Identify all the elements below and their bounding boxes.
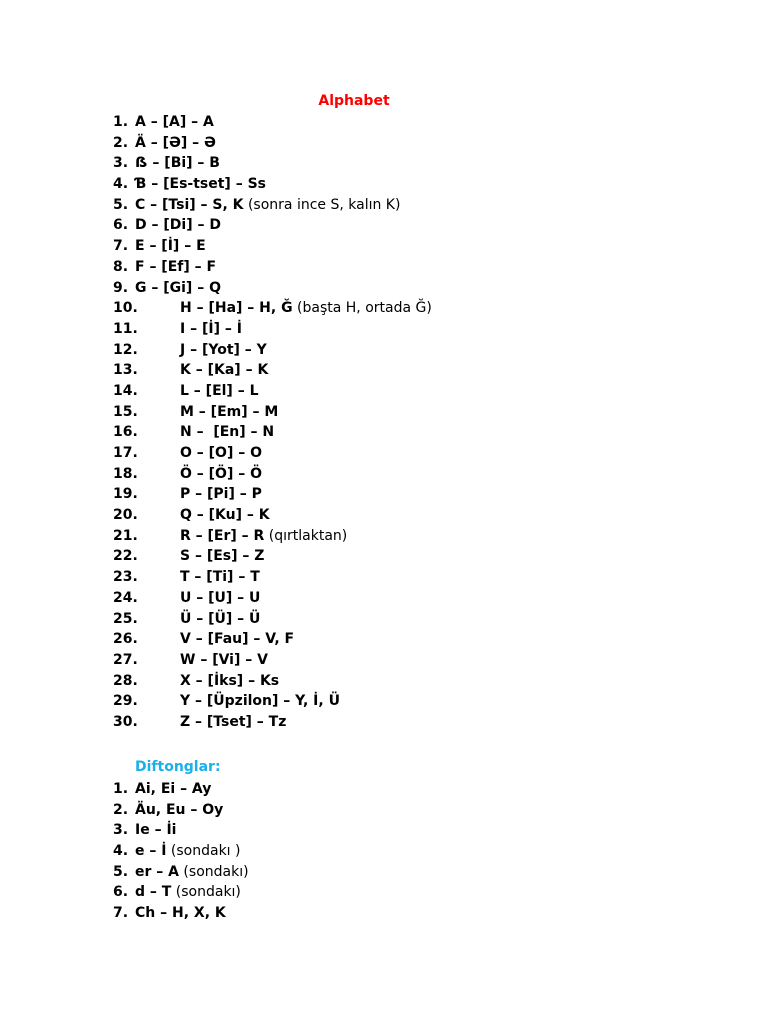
item-entry: Ö – [Ö] – Ö	[180, 465, 262, 482]
item-entry: W – [Vi] – V	[180, 651, 268, 668]
page-title: Alphabet	[318, 93, 390, 109]
item-number: 5.	[113, 863, 129, 880]
item-number: 17.	[113, 445, 138, 461]
item-number: 23.	[113, 569, 138, 586]
item-entry: Z – [Tset] – Tz	[180, 713, 287, 730]
item-entry: d – T	[135, 884, 172, 901]
item-entry: e – İ	[135, 843, 167, 860]
item-number: 11.	[113, 320, 138, 337]
diphthong-item	[113, 779, 249, 800]
alphabet-item	[113, 236, 432, 257]
item-entry: S – [Es] – Z	[180, 548, 265, 565]
alphabet-item	[113, 174, 432, 195]
item-number: 4.	[113, 176, 129, 193]
item-entry: A – [A] – A	[135, 114, 214, 130]
item-number: 30.	[113, 713, 138, 730]
item-number: 7.	[113, 238, 129, 255]
alphabet-item	[113, 588, 432, 609]
item-note: (qırtlaktan)	[264, 527, 348, 544]
item-entry: C – [Tsi] – S, K	[135, 196, 244, 213]
alphabet-item	[113, 402, 432, 423]
item-number: 25.	[113, 610, 138, 627]
item-entry: Ɓ – [Es-tset] – Ss	[135, 176, 266, 193]
item-note: (sondakı )	[166, 843, 241, 860]
alphabet-item	[113, 422, 432, 443]
item-number: 1.	[113, 114, 129, 130]
item-entry: V – [Fau] – V, F	[180, 631, 295, 648]
alphabet-item	[113, 609, 432, 630]
item-entry: Q – [Ku] – K	[180, 507, 270, 524]
alphabet-item	[113, 505, 432, 526]
item-entry: Ie – İi	[135, 822, 177, 839]
item-entry: R – [Er] – R	[180, 527, 265, 544]
alphabet-item	[113, 360, 432, 381]
alphabet-item	[113, 340, 432, 361]
item-entry: Äu, Eu – Oy	[135, 801, 224, 818]
item-note: (sondakı)	[178, 863, 249, 880]
alphabet-item	[113, 278, 432, 299]
item-entry: Ü – [Ü] – Ü	[180, 610, 261, 627]
item-number: 1.	[113, 781, 129, 797]
item-note: (sonra ince S, kalın K)	[243, 196, 401, 213]
diphthong-item	[113, 800, 249, 821]
item-number: 22.	[113, 548, 138, 565]
item-entry: T – [Ti] – T	[180, 569, 260, 586]
diphthong-item	[113, 841, 249, 862]
item-number: 21.	[113, 527, 138, 544]
diphthong-item	[113, 862, 249, 883]
item-entry: D – [Di] – D	[135, 217, 221, 234]
item-number: 18.	[113, 465, 138, 482]
item-entry: Y – [Üpzilon] – Y, İ, Ü	[180, 693, 340, 710]
item-entry: E – [İ] – E	[135, 238, 206, 255]
item-entry: M – [Em] – M	[180, 403, 279, 420]
item-entry: F – [Ef] – F	[135, 258, 217, 275]
item-number: 28.	[113, 672, 138, 689]
item-entry: O – [O] – O	[180, 445, 262, 461]
item-entry: Ä – [Ə] – Ə	[135, 134, 216, 151]
item-number: 9.	[113, 279, 129, 296]
item-number: 13.	[113, 362, 138, 379]
alphabet-item	[113, 691, 432, 712]
item-number: 5.	[113, 196, 129, 213]
item-entry: ẞ – [Bi] – B	[135, 155, 220, 172]
alphabet-item	[113, 215, 432, 236]
diphthong-item	[113, 903, 249, 924]
alphabet-item	[113, 112, 432, 133]
item-entry: K – [Ka] – K	[180, 362, 269, 379]
alphabet-item	[113, 257, 432, 278]
item-entry: Ai, Ei – Ay	[135, 781, 212, 797]
item-number: 27.	[113, 651, 138, 668]
alphabet-item	[113, 712, 432, 733]
alphabet-item	[113, 298, 432, 319]
item-number: 15.	[113, 403, 138, 420]
alphabet-item	[113, 484, 432, 505]
alphabet-item	[113, 381, 432, 402]
alphabet-item	[113, 650, 432, 671]
item-number: 16.	[113, 424, 138, 441]
item-number: 29.	[113, 693, 138, 710]
item-number: 6.	[113, 884, 129, 901]
alphabet-list	[113, 112, 432, 733]
item-entry: P – [Pi] – P	[180, 486, 262, 503]
item-entry: L – [El] – L	[180, 382, 259, 399]
item-number: 12.	[113, 341, 138, 358]
item-number: 8.	[113, 258, 129, 275]
item-number: 2.	[113, 801, 129, 818]
alphabet-item	[113, 671, 432, 692]
item-entry: H – [Ha] – H, Ğ	[180, 300, 293, 317]
item-entry: G – [Gi] – Q	[135, 279, 221, 296]
item-number: 20.	[113, 507, 138, 524]
item-number: 2.	[113, 134, 129, 151]
item-number: 3.	[113, 822, 129, 839]
alphabet-item	[113, 464, 432, 485]
alphabet-item	[113, 195, 432, 216]
item-note: (sondakı)	[171, 884, 241, 901]
item-entry: U – [U] – U	[180, 589, 261, 606]
diphthongs-list	[113, 779, 249, 924]
item-number: 14.	[113, 382, 138, 399]
item-number: 10.	[113, 300, 138, 317]
alphabet-item	[113, 443, 432, 464]
item-entry: X – [İks] – Ks	[180, 672, 280, 689]
alphabet-item	[113, 526, 432, 547]
diphthong-item	[113, 882, 249, 903]
item-entry: er – A	[135, 863, 179, 880]
item-number: 4.	[113, 843, 129, 860]
item-entry: Ch – H, X, K	[135, 905, 226, 922]
alphabet-item	[113, 567, 432, 588]
alphabet-item	[113, 629, 432, 650]
item-number: 3.	[113, 155, 129, 172]
item-number: 7.	[113, 905, 129, 922]
item-number: 6.	[113, 217, 129, 234]
item-note: (başta H, ortada Ğ)	[292, 300, 432, 317]
alphabet-item	[113, 546, 432, 567]
item-number: 19.	[113, 486, 138, 503]
item-entry: J – [Yot] – Y	[180, 341, 267, 358]
diphthong-item	[113, 820, 249, 841]
item-entry: N – [En] – N	[180, 424, 275, 441]
alphabet-item	[113, 319, 432, 340]
item-number: 26.	[113, 631, 138, 648]
alphabet-item	[113, 133, 432, 154]
alphabet-item	[113, 153, 432, 174]
diphthongs-heading: Diftonglar:	[135, 759, 221, 775]
item-number: 24.	[113, 589, 138, 606]
item-entry: I – [İ] – İ	[180, 320, 242, 337]
